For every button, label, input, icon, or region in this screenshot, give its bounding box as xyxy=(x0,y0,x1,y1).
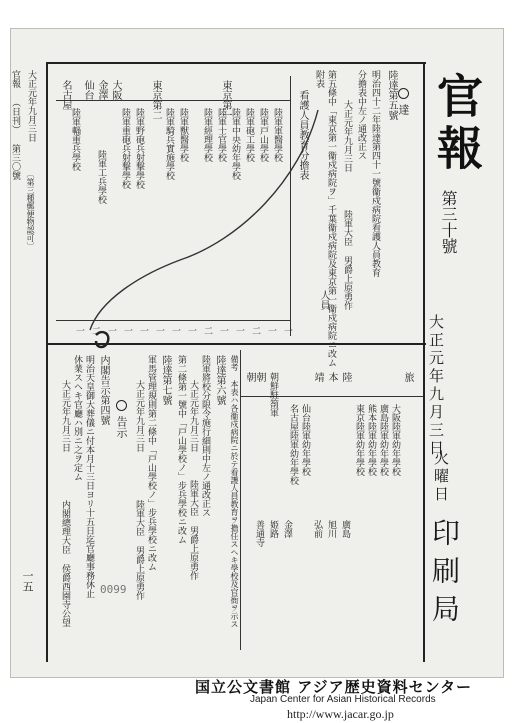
table-top-cell: 陸軍騎兵實施學校 xyxy=(164,108,174,180)
table-top-cell: 陸軍野砲兵射撃學校 xyxy=(134,108,144,189)
table-top-cell: 陸軍獸醫學校 xyxy=(178,108,188,162)
table-top-cell: 陸軍軍醫學校 xyxy=(272,108,282,162)
table-top-header: 看護人員教育分擔表 xyxy=(297,90,308,180)
table-top-header-rule xyxy=(56,100,291,101)
table-top-col-4: 金澤 xyxy=(96,80,107,100)
issue-date: 大正元年九月三日 xyxy=(427,314,445,458)
table-bottom-cell: 金澤 xyxy=(282,520,292,538)
table-top-col-5: 仙台 xyxy=(82,80,93,100)
page-number: 一五 xyxy=(21,570,34,592)
notice-body-2: 休業スヘキ官廳ハ別ニ之ヲ定ム xyxy=(72,355,82,481)
publisher-name: 印刷局 xyxy=(428,518,461,632)
decree6-date: 大正元年九月三日 xyxy=(188,380,198,452)
table-bottom-col-6: 朝 xyxy=(254,372,265,382)
table-top-col-3: 大阪 xyxy=(110,80,121,100)
table-top-count: 一 xyxy=(138,326,148,335)
table-top-cell: 陸軍砲工學校 xyxy=(244,108,254,162)
table-top-cell: 陸軍經理學校 xyxy=(202,108,212,162)
decree7-body: 軍馬管理規則第二條中「戸山學校ノ」步兵學校ニ改ム xyxy=(146,355,156,571)
notice-date: 大正元年九月三日 xyxy=(60,380,70,452)
decree7-title: 陸達第七號 xyxy=(160,355,171,405)
decree5-signer: 陸軍大臣 男爵上原勇作 xyxy=(342,210,352,310)
table-top-count-header: 人員 xyxy=(318,290,329,310)
table-bottom-cell: 弘前 xyxy=(312,520,322,538)
decree5-line-1: 第五條中「東京第一衞戍病院ヲ」千葉衞戍病院及東京第一衞戍病院ニ改ム xyxy=(326,70,336,367)
decree6-title: 陸達第六號 xyxy=(214,355,225,405)
table-bottom-col-2: 陸 xyxy=(340,372,351,382)
table-top-count: 一 xyxy=(170,326,180,335)
table-top-count: 一 xyxy=(218,326,228,335)
table-top-cell: 陸軍中央幼年學校 xyxy=(230,108,240,180)
table-bottom-col-3: 本 xyxy=(326,372,337,382)
middle-rule xyxy=(46,343,426,345)
table-top-count: 一 xyxy=(186,326,196,335)
table-top-count: 一 xyxy=(122,326,132,335)
strip-note: 〔第三種郵便物認可〕 xyxy=(26,170,35,250)
table-bottom-cell: 名古屋陸軍幼年學校 xyxy=(288,404,298,485)
table-top-cell: 陸軍戸山學校 xyxy=(258,108,268,162)
table-top-count: 一 xyxy=(106,326,116,335)
masthead-title: 官報 xyxy=(430,72,484,176)
lower-divider xyxy=(240,350,241,650)
table-top-count: 二 xyxy=(202,326,212,335)
masthead-divider xyxy=(423,62,425,662)
notice-title: 内閣告示第四號 xyxy=(98,355,109,425)
left-border xyxy=(46,62,48,662)
table-bottom-cell: 大阪陸軍幼年學校 xyxy=(390,404,400,476)
decree6-line: 第二條第一號中「戸山學校ノ」步兵學校ニ改ム xyxy=(176,355,186,544)
table-top-count: 一 xyxy=(234,326,244,335)
table-top-col-1: 東京第一 xyxy=(220,80,231,120)
table-bottom-cell: 仙台陸軍幼年學校 xyxy=(300,404,310,476)
table-bottom-cell: 廣島陸軍幼年學校 xyxy=(378,404,388,476)
decree6-body: 陸軍將校分限令施行細則中左ノ通改正ス xyxy=(200,355,210,517)
decree6-signer: 陸軍大臣 男爵上原勇作 xyxy=(188,480,198,580)
circle-mark xyxy=(116,400,127,411)
issue-weekday: 火曜日 xyxy=(432,450,450,504)
table-bottom-col-5: 朝鮮駐箚軍 xyxy=(268,372,278,417)
archive-english-name: Japan Center for Asian Historical Records xyxy=(250,694,436,705)
decree5-title: 陸達第五號 xyxy=(386,70,397,120)
table-top-count-rule xyxy=(56,320,291,321)
table-top-count: 二 xyxy=(90,326,100,335)
decree5-body1: 明治四十二年陸達第四十一號衞戍病院看護人員教育 xyxy=(370,70,380,277)
table-bottom-cell: 東京陸軍幼年學校 xyxy=(354,404,364,476)
table-top-cell: 陸軍工兵學校 xyxy=(96,150,106,204)
table-bottom-cell: 善通寺 xyxy=(254,520,264,547)
decree7-date: 大正元年九月三日 xyxy=(134,380,144,452)
table-top-border xyxy=(290,76,291,336)
table-top-col-2: 東京第二 xyxy=(150,80,161,120)
table-bottom-col-4: 靖 xyxy=(312,372,323,382)
table-bottom-cell: 廣島 xyxy=(340,520,350,538)
notice-heading: 告示 xyxy=(115,416,128,438)
archive-logo-text: 国立公文書館 アジア歴史資料センター xyxy=(195,678,473,696)
archive-stamp: 0099 xyxy=(100,583,127,596)
strip-date: 大正元年九月三日 xyxy=(26,70,36,142)
table-top-cell: 陸軍士官學校 xyxy=(216,108,226,162)
table-bottom-note: 備考 本表ハ各衞戍病院ニ於テ看護人員教育ヲ擔任スヘキ學校及官衙ヲ示ス xyxy=(230,355,239,628)
table-top-count: 一 xyxy=(74,326,84,335)
table-top-count: 二 xyxy=(250,326,260,335)
notice-signer: 内閣總理大臣 侯爵西園寺公望 xyxy=(60,500,70,627)
circle-mark xyxy=(398,88,409,99)
top-rule xyxy=(46,62,426,64)
table-top-count: 一 xyxy=(282,326,292,335)
archive-url[interactable]: http://www.jacar.go.jp xyxy=(287,707,394,721)
decree-heading: 達 xyxy=(397,104,410,115)
table-bottom-cell: 旭川 xyxy=(326,520,336,538)
table-bottom-cell: 熊本陸軍幼年學校 xyxy=(366,404,376,476)
issue-number: 第三十號 xyxy=(439,190,458,254)
table-bottom-col-1: 旅 xyxy=(402,372,413,382)
table-bottom-cell: 姫路 xyxy=(268,520,278,538)
table-top-col-6: 名古屋 xyxy=(60,80,71,110)
table-top-count: 一 xyxy=(154,326,164,335)
decree5-line-2: 附表 xyxy=(314,70,324,88)
decree5-date: 大正元年九月三日 xyxy=(342,100,352,172)
table-top-cell: 陸軍輜重兵學校 xyxy=(70,108,80,171)
table-top-count: 一 xyxy=(266,326,276,335)
table-top-cell: 陸軍重砲兵射撃學校 xyxy=(120,108,130,189)
strip-title: 官報 （日刊） 第三〇號 xyxy=(10,70,20,180)
notice-body: 明治天皇御大葬儀ニ付本月十三日ヨリ十五日迄官廳事務休止 xyxy=(84,355,94,598)
decree5-body2: 分擔表中左ノ通改正ス xyxy=(356,70,366,160)
decree7-signer: 陸軍大臣 男爵上原勇作 xyxy=(134,500,144,600)
table-bottom-col-7: 朝 xyxy=(244,372,255,382)
